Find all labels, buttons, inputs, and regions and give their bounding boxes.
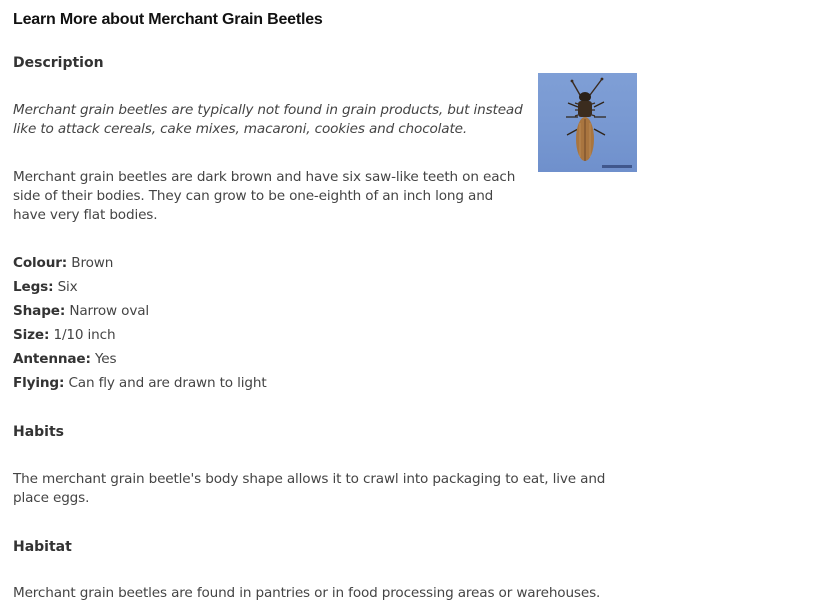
page-title: Learn More about Merchant Grain Beetles (13, 11, 323, 28)
habits-heading: Habits (13, 424, 65, 440)
property-antennae (13, 351, 116, 367)
description-intro: Merchant grain beetles are typically not found in grain products, but instead like to attack cereals, cake mixes, macaroni, cookies and chocolate. (13, 102, 523, 137)
property-label: Antennae: (13, 351, 91, 367)
property-value: Narrow oval (69, 303, 150, 319)
property-label: Flying: (13, 375, 65, 391)
property-label: Size: (13, 327, 50, 343)
property-colour (13, 255, 113, 271)
beetle-photo (538, 73, 637, 172)
property-shape (13, 303, 149, 319)
property-legs (13, 279, 78, 295)
property-size (13, 327, 115, 343)
property-flying (13, 375, 267, 391)
property-value: Brown (71, 255, 114, 271)
description-heading: Description (13, 55, 104, 71)
property-value: 1/10 inch (53, 327, 116, 343)
property-label: Shape: (13, 303, 66, 319)
habitat-body: Merchant grain beetles are found in pantries or in food processing areas or warehouses. (13, 585, 601, 600)
beetle-illustration (538, 73, 637, 172)
habitat-heading: Habitat (13, 539, 72, 555)
property-value: Can fly and are drawn to light (68, 375, 267, 391)
property-label: Legs: (13, 279, 54, 295)
description-body: Merchant grain beetles are dark brown and have six saw-like teeth on each side of their bodies. They can grow to be one-eighth of an inch long and have very flat bodies. (13, 169, 516, 223)
property-value: Yes (94, 351, 117, 367)
property-label: Colour: (13, 255, 68, 271)
habits-body: The merchant grain beetle's body shape allows it to crawl into packaging to eat, live and place eggs. (13, 471, 606, 506)
property-value: Six (57, 279, 78, 295)
